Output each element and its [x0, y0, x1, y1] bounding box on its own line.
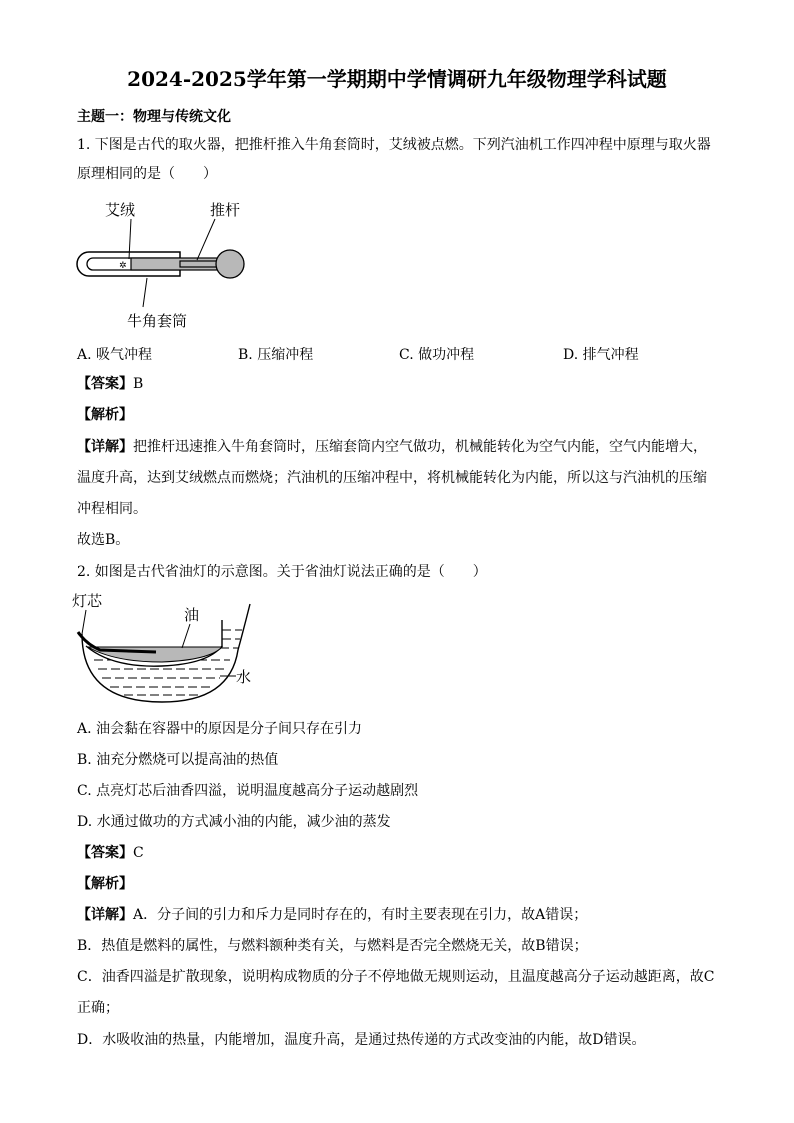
q1-detail-line1	[77, 437, 707, 457]
label-rod: 推杆	[210, 201, 241, 219]
q2-option-d: D. 水通过做功的方式减小油的内能，减少油的蒸发	[77, 814, 391, 830]
answer-tag: 【答案】	[77, 376, 133, 392]
label-wick: 灯芯	[72, 592, 103, 610]
q2-option-c: C. 点亮灯芯后油香四溢，说明温度越高分子运动越剧烈	[77, 783, 419, 799]
piston-knob	[216, 250, 244, 278]
q1-stem-line1: 1. 下图是古代的取火器，把推杆推入牛角套筒时，艾绒被点燃。下列汽油机工作四冲程中原理与取火器	[77, 137, 711, 153]
q1-stem-line2: 原理相同的是（ ）	[77, 166, 217, 182]
answer-tag: 【答案】	[77, 845, 133, 861]
q2-option-b: B. 油充分燃烧可以提高油的热值	[77, 752, 279, 768]
tinder-mark: ✲	[119, 261, 127, 271]
page-title: 2024-2025学年第一学期期中学情调研九年级物理学科试题	[127, 67, 667, 91]
wick-leader	[82, 610, 86, 634]
answer-value: B	[133, 376, 144, 392]
q2-detail-line4: 正确；	[77, 1000, 119, 1016]
oil-lamp-figure	[72, 590, 272, 706]
q2-option-a: A. 油会黏在容器中的原因是分子间只存在引力	[77, 721, 363, 737]
q2-detail-line3: C．油香四溢是扩散现象，说明构成物质的分子不停地做无规则运动，且温度越高分子运动越距离，故C	[77, 969, 715, 985]
label-tinder: 艾绒	[105, 201, 136, 219]
fire-piston-figure	[75, 195, 255, 335]
q1-detail-line2: 温度升高，达到艾绒燃点而燃烧；汽油机的压缩冲程中，将机械能转化为内能，所以这与汽油机的压缩	[77, 470, 707, 486]
q1-option-b: B. 压缩冲程	[238, 347, 314, 363]
section-heading: 主题一：物理与传统文化	[77, 109, 231, 125]
q2-detail-line1	[77, 905, 587, 925]
q2-analysis-tag: 【解析】	[77, 876, 133, 892]
q1-option-a: A. 吸气冲程	[77, 347, 153, 363]
q1-option-c: C. 做功冲程	[399, 347, 475, 363]
answer-value: C	[133, 845, 144, 861]
q2-stem: 2. 如图是古代省油灯的示意图。关于省油灯说法正确的是（ ）	[77, 564, 487, 580]
detail-tag: 【详解】	[77, 439, 133, 455]
label-oil: 油	[184, 606, 200, 624]
rod-leader	[197, 219, 215, 260]
label-water: 水	[236, 668, 252, 686]
q2-detail-line2: B．热值是燃料的属性，与燃料额种类有关，与燃料是否完全燃烧无关，故B错误；	[77, 938, 588, 954]
q1-conclusion: 故选B。	[77, 532, 130, 548]
q1-options	[77, 344, 717, 364]
q1-detail-line3: 冲程相同。	[77, 501, 147, 517]
q2-answer	[77, 843, 144, 863]
q1-option-d: D. 排气冲程	[563, 347, 639, 363]
label-sleeve: 牛角套筒	[127, 312, 188, 330]
sleeve-leader	[143, 278, 147, 307]
q2-detail-line5: D．水吸收油的热量，内能增加，温度升高，是通过热传递的方式改变油的内能，故D错误。	[77, 1032, 646, 1048]
q1-analysis-tag: 【解析】	[77, 407, 133, 423]
detail-tag: 【详解】	[77, 907, 133, 923]
q1-answer	[77, 374, 143, 394]
detail-text: 把推杆迅速推入牛角套筒时，压缩套筒内空气做功，机械能转化为空气内能，空气内能增大，	[133, 439, 707, 455]
detail-text: A．分子间的引力和斥力是同时存在的，有时主要表现在引力，故A错误；	[133, 907, 588, 923]
